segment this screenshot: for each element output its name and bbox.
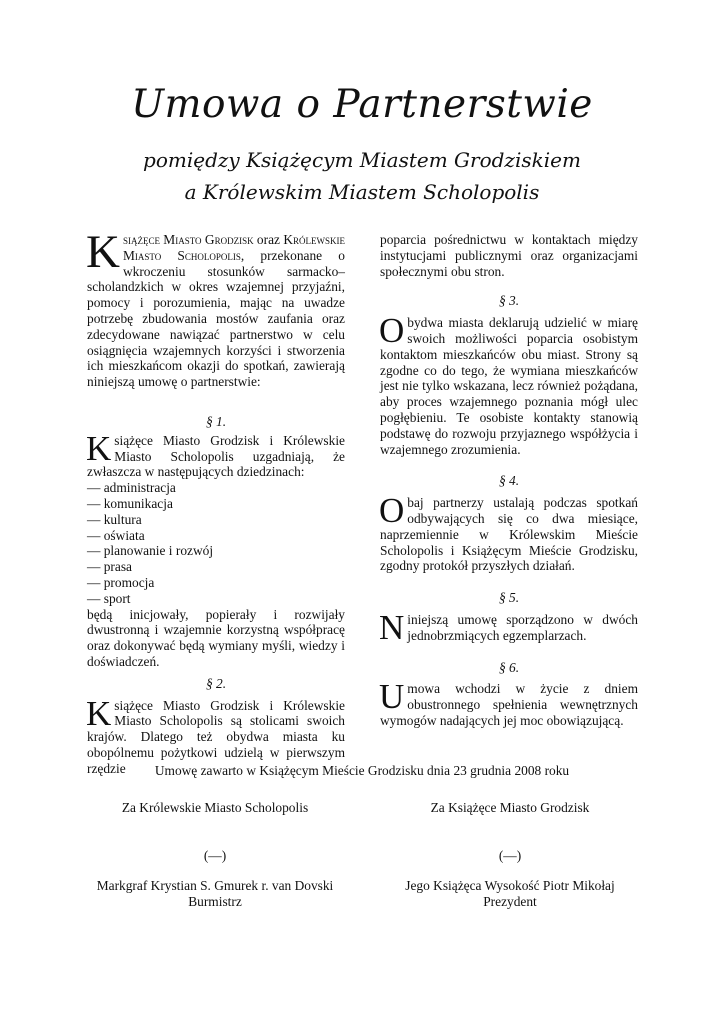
section-3-heading: § 3.	[498, 293, 520, 309]
section-4-dropcap: O	[379, 491, 405, 531]
signature-right-mark	[360, 848, 660, 864]
right-column	[380, 232, 638, 729]
list-item: — promocja	[87, 574, 155, 590]
list-item: — oświata	[87, 527, 145, 543]
signature-right-for: Za Książęce Miasto Grodzisk	[430, 800, 590, 815]
list-item: — kultura	[87, 511, 142, 527]
list-item: — komunikacja	[87, 495, 173, 511]
signature-right-name: Jego Książęca Wysokość Piotr Mikołaj	[405, 878, 615, 893]
section-2-dropcap: K	[86, 693, 112, 733]
signature-right	[360, 800, 660, 816]
section-4-body: baj partnerzy ustalają podczas spotkań odbywających się co dwa miesiące, naprzemiennie w Królewskim Mieście Scholopolis i Książęcym Mieście Grodzisku, zgodny protokół przyszłych działań.	[380, 495, 638, 574]
section-6-dropcap: U	[379, 677, 405, 717]
section-6-text	[379, 677, 638, 728]
signature-left-name: Markgraf Krystian S. Gmurek r. van Dovski	[96, 878, 334, 893]
section-2-heading: § 2.	[205, 675, 227, 691]
section-1-text	[86, 428, 345, 480]
section-1-list	[87, 480, 345, 606]
preamble-dropcap: K	[86, 226, 120, 278]
section-5-text	[379, 607, 638, 647]
document-title: Umowa o Partnerstwie	[131, 82, 593, 127]
section-6-body: mowa wchodzi w życie z dniem obustronnego spełnienia wewnętrznych wymogów nadających jej moc obowiązującą.	[380, 681, 638, 728]
section-6-heading: § 6.	[498, 659, 520, 675]
signature-left-for: Za Królewskie Miasto Scholopolis	[121, 800, 309, 815]
list-item: — administracja	[87, 480, 176, 496]
section-1-body: siążęce Miasto Grodzisk i Królewskie Miasto Scholopolis uzgadniają, że zwłaszcza w następujących dziedzinach:	[87, 432, 345, 480]
signature-left	[65, 800, 365, 816]
signature-right-dash: (—)	[498, 848, 522, 863]
subtitle-line-1: pomiędzy Książęcym Miastem Grodziskiem	[143, 148, 581, 172]
section-4-text	[379, 491, 638, 574]
section-3-body: bydwa miasta deklarują udzielić w miarę swoich możliwości poparcia osobistym kontaktom mieszkańców obu miast. Strony są zgodne co do tego, że wymiana mieszkańców jest nie tylko wskazana, lecz również pożądana, aby proces wzajemnego poznania mógł ulec pogłębieniu. Te osobiste kontakty stanowią podstawę do rozwoju przyjaznego współżycia i wzajemnego zrozumienia.	[380, 315, 638, 457]
preamble-text: , przekonane o wkroczeniu stosunków sarmacko–scholandzkich w okres wzajemnej przyjaźni, pomocy i porozumienia, mając na uwadze potrzebę zbudowania mostów zaufania oraz zdecydowane nawiązać partnerstwo w celu osiągnięcia wzajemnych korzyści i stworzenia ich mieszkańcom okazji do spotkań, zawierają niniejszą umowę o partnerstwie:	[87, 247, 345, 390]
section-1-dropcap: K	[86, 428, 112, 468]
left-column	[86, 226, 345, 777]
date-line: Umowę zawarto w Książęcym Mieście Grodzisku dnia 23 grudnia 2008 roku	[154, 763, 570, 778]
section-5-body: iniejszą umowę sporządzono w dwóch jednobrzmiących egzemplarzach.	[407, 611, 638, 643]
preamble	[86, 226, 345, 390]
list-item: — prasa	[87, 559, 132, 575]
signature-left-dash: (—)	[203, 848, 227, 863]
signature-right-role: Prezydent	[483, 894, 537, 909]
section-2-body: siążęce Miasto Grodzisk i Królewskie Miasto Scholopolis są stolicami swoich krajów. Dlatego też obydwa miasta ku obopólnemu pożytkowi udzielą w pierwszym rzędzie	[87, 697, 345, 776]
section-3-dropcap: O	[379, 311, 405, 351]
preamble-city-2: Królewskie Miasto Scholopolis	[122, 232, 345, 263]
signature-right-signatory	[360, 878, 660, 910]
signature-left-signatory	[65, 878, 365, 910]
section-2-continuation: poparcia pośrednictwu w kontaktach między instytucjami publicznymi oraz organizacjami społecznymi obu stron.	[380, 232, 638, 279]
section-1-after: będą inicjowały, popierały i rozwijały dwustronną i wzajemnie korzystną współpracę oraz dokonywać będą wymiany myśli, wiedzy i doświadczeń.	[87, 606, 345, 669]
section-1-heading: § 1.	[205, 413, 227, 429]
section-5-dropcap: N	[379, 607, 405, 647]
preamble-city-1: siążęce Miasto Grodzisk	[122, 232, 254, 247]
section-4-heading: § 4.	[498, 473, 520, 489]
signature-left-role: Burmistrz	[188, 894, 242, 909]
subtitle-line-2: a Królewskim Miastem Scholopolis	[184, 180, 540, 204]
preamble-conjunction: oraz	[253, 232, 284, 247]
section-3-text	[379, 311, 638, 457]
list-item: — sport	[87, 590, 131, 606]
section-5-heading: § 5.	[498, 590, 520, 606]
list-item: — planowanie i rozwój	[87, 543, 214, 559]
signature-left-mark	[65, 848, 365, 864]
